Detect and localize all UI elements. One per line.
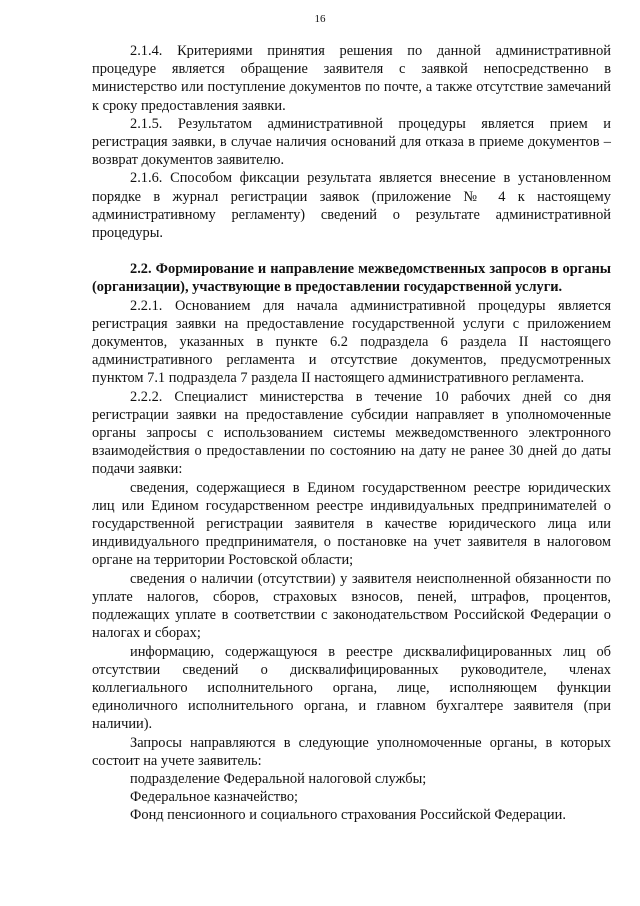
paragraph-2-1-5: 2.1.5. Результатом административной процедуры является прием и регистрация заявки, в случае наличия оснований для отказа в приеме документов – возврат документов заявителю. [92, 115, 611, 169]
paragraph-2-2-1: 2.2.1. Основанием для начала административной процедуры является регистрация заявки на предоставление государственной услуги с приложением документов, указанных в пункте 6.2 подраздела 6 раздела II настоящего административного регламента и отсутствие документов, предусмотренных пунктом 7.1 подраздела 7 раздела II настоящего административного регламента. [92, 297, 611, 387]
paragraph-2-1-4: 2.1.4. Критериями принятия решения по данной административной процедуре является обращение заявителя с заявкой непосредственно в министерство или поступление документов по почте, а также отсутствие замечаний к сроку предоставления заявки. [92, 43, 611, 114]
list-item-tax-debt: сведения о наличии (отсутствии) у заявителя неисполненной обязанности по уплате налогов, сборов, страховых взносов, пеней, штрафов, процентов, подлежащих уплате в соответствии с законодательством Российской Федерации о налогах и сборах; [92, 570, 611, 642]
paragraph-2-1-6: 2.1.6. Способом фиксации результата является внесение в установленном порядке в журнал регистрации заявок (приложение № 4 к настоящему административному регламенту) сведений о результате административной процедуры. [92, 170, 611, 242]
list-item-treasury: Федеральное казначейство; [130, 789, 299, 806]
document-body [92, 42, 611, 825]
page-number: 16 [314, 13, 326, 25]
list-item-disqualified: информацию, содержащуюся в реестре дисквалифицированных лиц об отсутствии сведений о дисквалифицированных руководителе, членах коллегиального исполнительного органа, лице, исполняющем функции единоличного исполнительного органа, и главном бухгалтере заявителя (при наличии). [92, 643, 611, 733]
section-heading-2-2: 2.2. Формирование и направление межведомственных запросов в органы (организации), участвующие в предоставлении государственной услуги. [92, 261, 611, 296]
list-item-egrul: сведения, содержащиеся в Едином государственном реестре юридических лиц или Едином государственном реестре индивидуальных предпринимателей о государственной регистрации заявителя в качестве юридического лица или индивидуального предпринимателя, о постановке на учет заявителя в налоговом органе на территории Ростовской области; [92, 479, 611, 569]
paragraph-requests: Запросы направляются в следующие уполномоченные органы, в которых состоит на учете заявитель: [92, 734, 611, 769]
paragraph-2-2-2: 2.2.2. Специалист министерства в течение 10 рабочих дней со дня регистрации заявки на предоставление субсидии направляет в уполномоченные органы запросы с использованием системы межведомственного электронного взаимодействия о предоставлении по состоянию на дату не ранее 30 дней до даты подачи заявки: [92, 388, 611, 478]
list-item-fns: подразделение Федеральной налоговой службы; [130, 770, 427, 787]
list-item-pension-fund: Фонд пенсионного и социального страхования Российской Федерации. [130, 807, 566, 824]
